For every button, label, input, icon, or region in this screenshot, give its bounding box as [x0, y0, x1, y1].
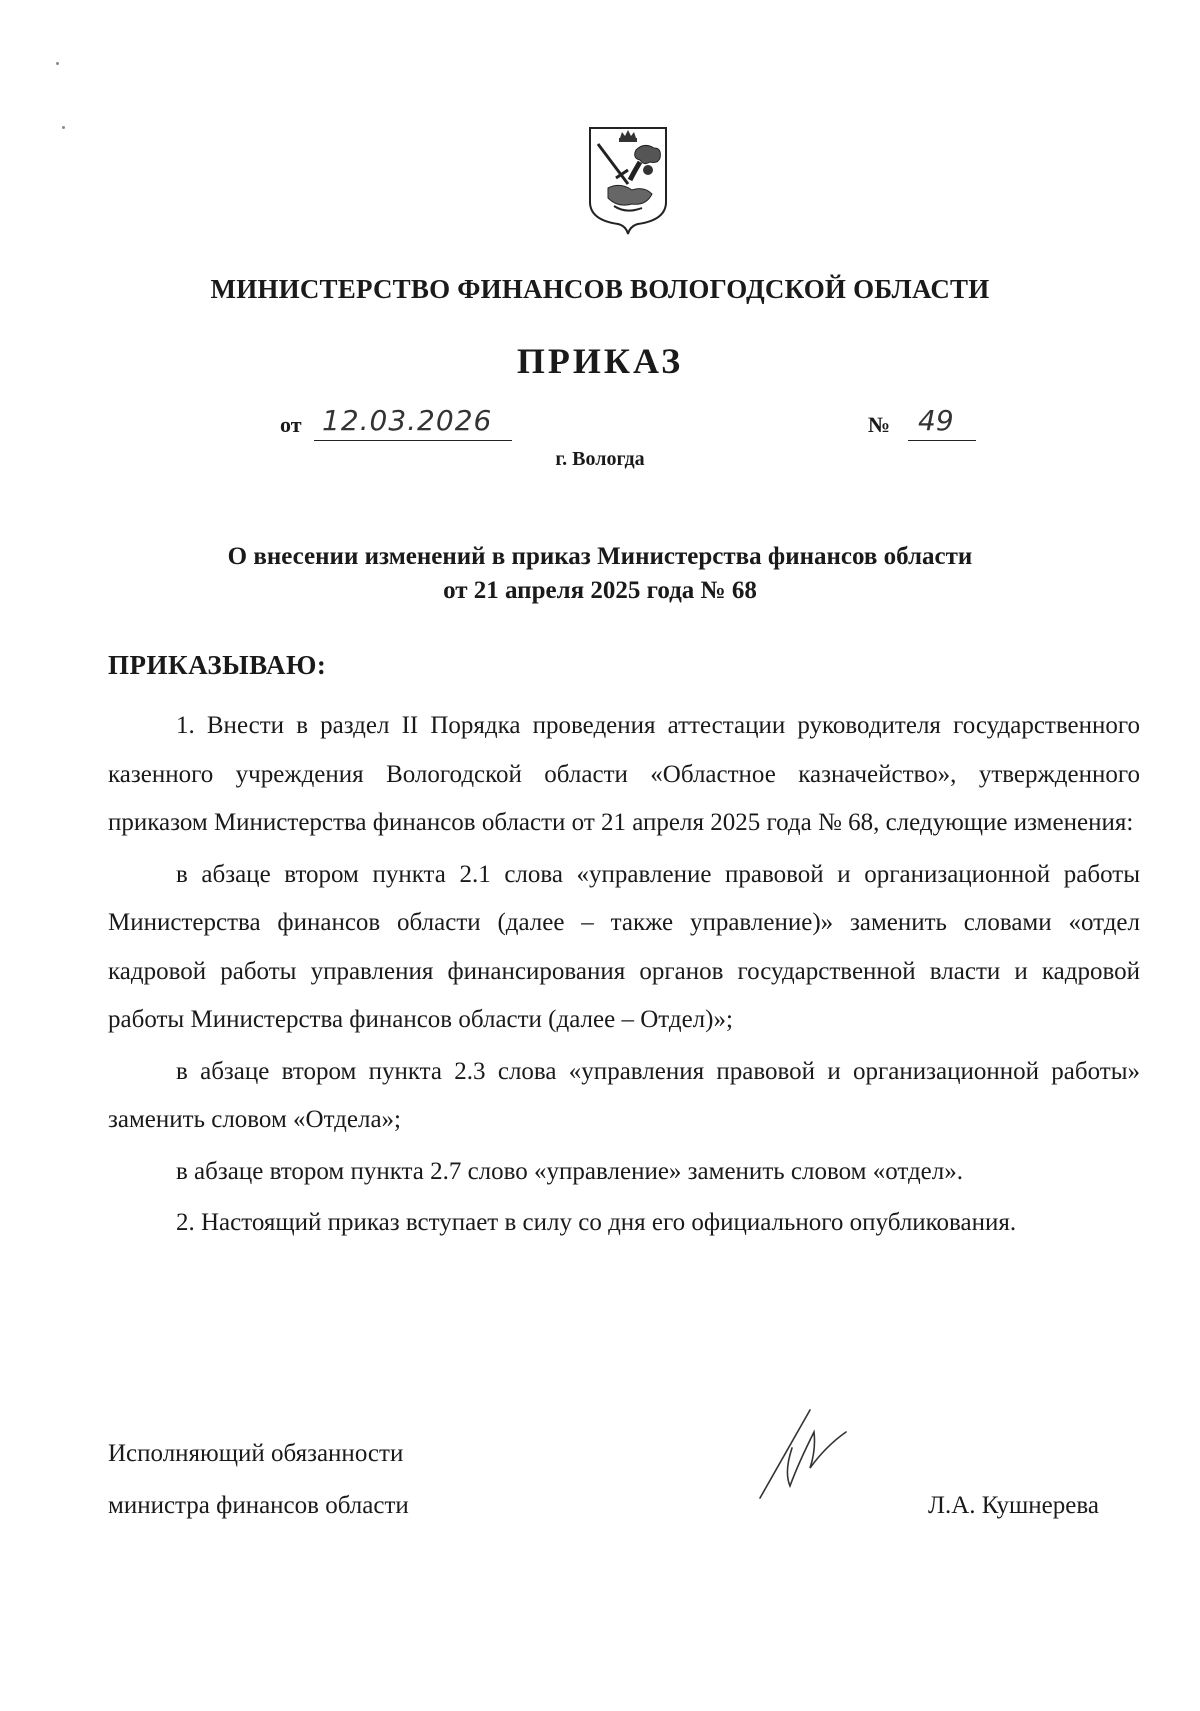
document-type: ПРИКАЗ	[516, 341, 684, 381]
handwritten-number: 49	[918, 404, 954, 437]
position-line: министра финансов области	[108, 1492, 409, 1519]
date-underline	[314, 440, 512, 441]
handwritten-date: 12.03.2026	[322, 404, 493, 437]
scan-speck	[62, 126, 65, 129]
subject-line: О внесении изменений в приказ Министерства финансов области	[227, 543, 973, 570]
order-heading: ПРИКАЗЫВАЮ:	[108, 650, 327, 680]
signatory-position	[108, 1428, 409, 1532]
body-paragraph: 1. Внести в раздел II Порядка проведения аттестации руководителя государственного казенного учреждения Вологодской области «Областное казначейство», утвержденного приказом Министерства финансов области от 21 апреля 2025 года № 68, следующие изменения:	[108, 712, 1140, 836]
scan-speck	[56, 62, 59, 65]
body-paragraph: в абзаце втором пункта 2.7 слово «управление» заменить словом «отдел».	[176, 1157, 963, 1185]
subject-line: от 21 апреля 2025 года № 68	[443, 577, 757, 604]
body-paragraph: в абзаце втором пункта 2.1 слова «управление правовой и организационной работы Министерства финансов области (далее – также управление)» заменить словами «отдел кадровой работы управления финансирования органов государственной власти и кадровой работы Министерства финансов области (далее – Отдел)»;	[108, 860, 1140, 1033]
ministry-name: МИНИСТЕРСТВО ФИНАНСОВ ВОЛОГОДСКОЙ ОБЛАСТИ	[210, 274, 990, 304]
number-underline	[908, 440, 976, 441]
body-paragraph: 2. Настоящий приказ вступает в силу со дня его официального опубликования.	[176, 1209, 1017, 1236]
order-body	[108, 702, 1140, 1248]
date-label: от	[280, 412, 302, 437]
city: г. Вологда	[555, 448, 645, 470]
handwritten-signature	[754, 1402, 854, 1502]
position-line: Исполняющий обязанности	[108, 1440, 404, 1467]
document-subject	[0, 540, 1200, 608]
signatory-name: Л.А. Кушнерева	[928, 1492, 1099, 1519]
body-paragraph: в абзаце втором пункта 2.3 слова «управления правовой и организационной работы» заменить словом «Отдела»;	[108, 1057, 1140, 1133]
number-label: №	[868, 412, 891, 437]
coat-of-arms-icon	[586, 124, 670, 236]
